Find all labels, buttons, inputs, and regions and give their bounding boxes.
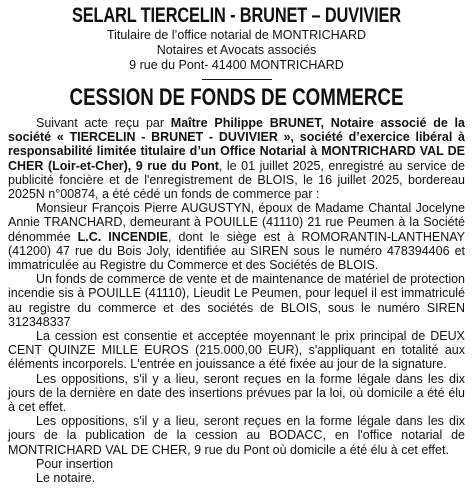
paragraph-act <box>8 116 465 201</box>
paragraph-price: La cession est consentie et acceptée moyennant le prix principal de DEUX CENT QUINZE MILLE EUROS (215.000,00 EUR), s'appliquant en totalité aux éléments incorporels. L'entrée en jouissance a été fixée au jour de la signature. <box>8 329 465 372</box>
text: Monsieur François Pierre AUGUSTYN, époux de Madame Chantal Jocelyne Annie TRANCHARD, demeurant à POUILLE (41110) 21 rue Peumen à la Société dénommée <box>8 201 465 244</box>
notice-body <box>8 116 465 485</box>
divider <box>202 79 272 80</box>
text: Suivant acte reçu par <box>36 116 171 130</box>
text: , dont le siège est à ROMORANTIN-LANTHENAY (41200) 47 rue du Bois Joly, identifiée au SIREN sous le numéro 478394406 et immatriculée au Registre du Commerce et des Sociétés de BLOIS. <box>8 229 465 273</box>
closing-insertion: Pour insertion <box>36 456 114 471</box>
notice-title: CESSION DE FONDS DE COMMERCE <box>69 84 404 111</box>
text: , le 01 juillet 2025, enregistré au service de publicité foncière et de l'enregistrement de BLOIS, le 16 juillet 2025, bordereau 2025N n°00874, a été cédé un fonds de commerce par : <box>8 158 466 202</box>
paragraph-business: Un fonds de commerce de vente et de maintenance de matériel de protection incendie sis à POUILLE (41110), Lieudit Le Peumen, pour lequel il est immatriculé au registre du commerce et des sociétés de BLOIS, sous le numéro SIREN 312348337 <box>8 272 465 329</box>
paragraph-oppositions-1: Les oppositions, s'il y a lieu, seront reçues en la forme légale dans les dix jours de la dernière en date des insertions prévues par la loi, où domicile a été élu à cet effet. <box>8 371 465 415</box>
closing-notary: Le notaire. <box>36 471 96 486</box>
firm-name: SELARL TIERCELIN - BRUNET – DUVIVIER <box>71 4 401 27</box>
paragraph-parties <box>8 201 465 272</box>
associates-line: Notaires et Avocats associés <box>156 43 317 57</box>
buyer-name: L.C. INCENDIE <box>77 229 168 244</box>
office-line: Titulaire de l’office notarial de MONTRICHARD <box>106 28 367 42</box>
paragraph-oppositions-2: Les oppositions, s'il y a lieu, seront reçues en la forme légale dans les dix jours de la publication de la cession au BODACC, en l'office notarial de MONTRICHARD VAL DE CHER, 9 rue du Pont où domicile a été élu à cet effet. <box>8 414 465 457</box>
address-line: 9 rue du Pont- 41400 MONTRICHARD <box>129 58 344 72</box>
notary-bold-text: Maître Philippe BRUNET, Notaire associé de la société « TIERCELIN - BRUNET - DUVIVIER », société d’exercice libéral à responsabilité limitée titulaire d’un Office Notarial à MONTRICHARD VAL DE CHER (Loir-et-Cher), 9 rue du Pont <box>8 116 465 173</box>
